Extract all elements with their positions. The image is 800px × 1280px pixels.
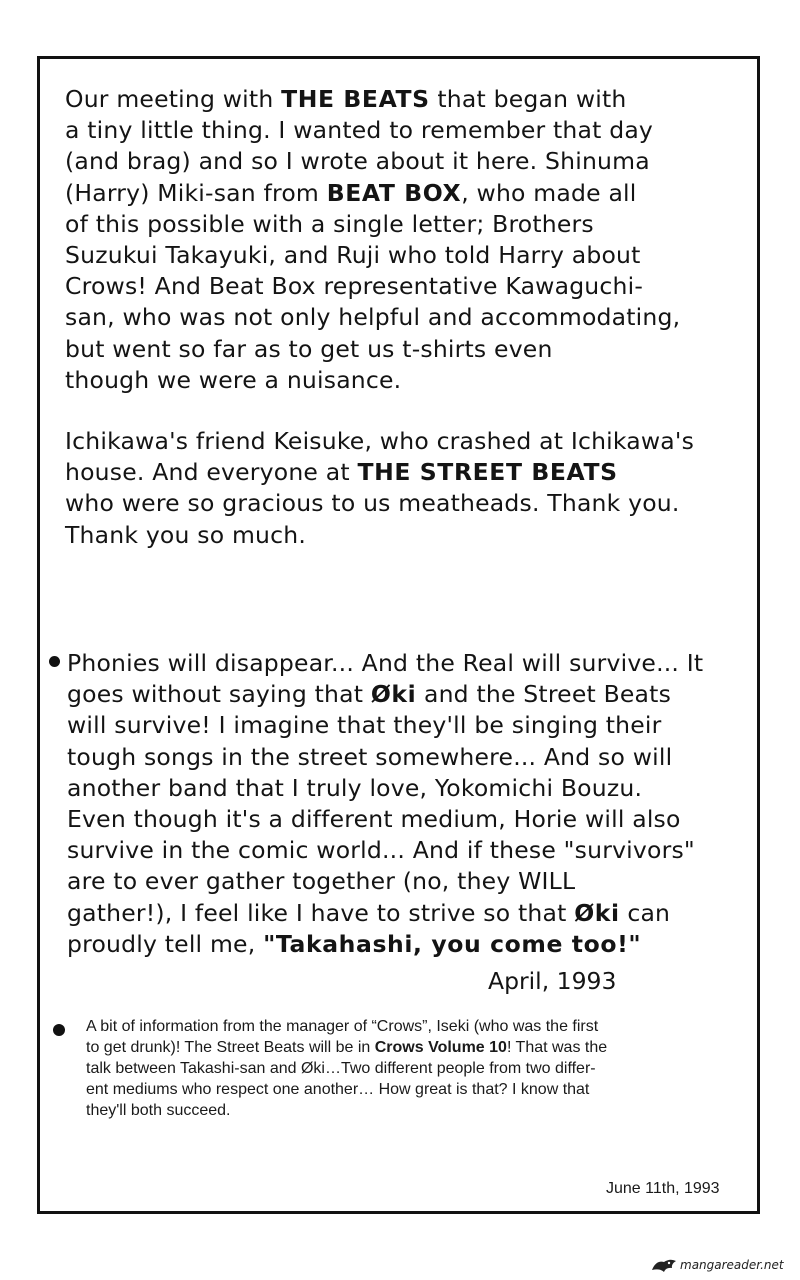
text-line: are to ever gather together (no, they WILL (67, 867, 576, 896)
text-line: talk between Takashi-san and Øki…Two different people from two differ- (86, 1060, 596, 1077)
watermark-text: mangareader.net (680, 1258, 784, 1272)
date-june-11-1993: June 11th, 1993 (606, 1180, 720, 1197)
text-line: Thank you so much. (65, 520, 307, 549)
text-line: Ichikawa's friend Keisuke, who crashed at Ichikawa's (65, 427, 695, 455)
text-line: they'll both succeed. (86, 1102, 231, 1119)
text-line: Phonies will disappear... And the Real will survive... It (67, 649, 704, 677)
crows-volume-10: Crows Volume 10 (374, 1039, 507, 1056)
text-line: goes without saying that Øki and the Street Beats (67, 680, 672, 709)
text-line: to get drunk)! The Street Beats will be in Crows Volume 10! That was the (86, 1039, 608, 1056)
text-line: tough songs in the street somewhere... And so will (67, 742, 673, 771)
band-name-the-street-beats: THE STREET BEATS (357, 458, 618, 487)
label-name-beat-box: BEAT BOX (326, 178, 462, 207)
text-line: Our meeting with THE BEATS that began with (65, 85, 627, 113)
text-line: proudly tell me, "Takahashi, you come too!" (67, 929, 642, 958)
text-line: ent mediums who respect one another… How great is that? I know that (86, 1081, 590, 1098)
text-line: a tiny little thing. I wanted to remember that day (65, 116, 654, 145)
band-name-the-beats: THE BEATS (281, 85, 430, 113)
paragraph-thanks-street-beats (65, 426, 745, 551)
text-line: will survive! I imagine that they'll be singing their (67, 711, 662, 740)
text-line: (and brag) and so I wrote about it here. Shinuma (65, 147, 650, 176)
bullet-icon (49, 656, 60, 667)
text-line: who were so gracious to us meatheads. Thank you. (65, 489, 680, 518)
text-line: another band that I truly love, Yokomichi Bouzu. (67, 773, 643, 802)
text-line: gather!), I feel like I have to strive so that Øki can (67, 898, 671, 927)
text-line: but went so far as to get us t-shirts even (65, 334, 553, 363)
text-line: of this possible with a single letter; Brothers (65, 209, 594, 238)
bullet-icon (53, 1024, 65, 1036)
name-oki: Øki (370, 680, 417, 709)
watermark (650, 1256, 798, 1276)
text-line: san, who was not only helpful and accommodating, (65, 303, 681, 332)
text-line: house. And everyone at THE STREET BEATS (65, 458, 618, 487)
date-april-1993: April, 1993 (488, 967, 617, 995)
text-line: A bit of information from the manager of “Crows”, Iseki (who was the first (86, 1018, 599, 1035)
paragraph-thanks-beatbox (65, 84, 745, 396)
crow-logo-icon (650, 1256, 678, 1276)
text-line: Crows! And Beat Box representative Kawaguchi- (65, 272, 644, 301)
text-line: survive in the comic world... And if these "survivors" (67, 836, 695, 865)
manager-note (86, 1016, 746, 1121)
text-line: Even though it's a different medium, Horie will also (67, 805, 681, 834)
paragraph-survivors (67, 648, 757, 960)
quote-takahashi: "Takahashi, you come too!" (263, 929, 642, 958)
text-line: (Harry) Miki-san from BEAT BOX, who made all (65, 178, 637, 207)
text-line: though we were a nuisance. (65, 365, 402, 394)
name-oki: Øki (574, 898, 620, 927)
text-line: Suzukui Takayuki, and Ruji who told Harry about (65, 241, 641, 270)
